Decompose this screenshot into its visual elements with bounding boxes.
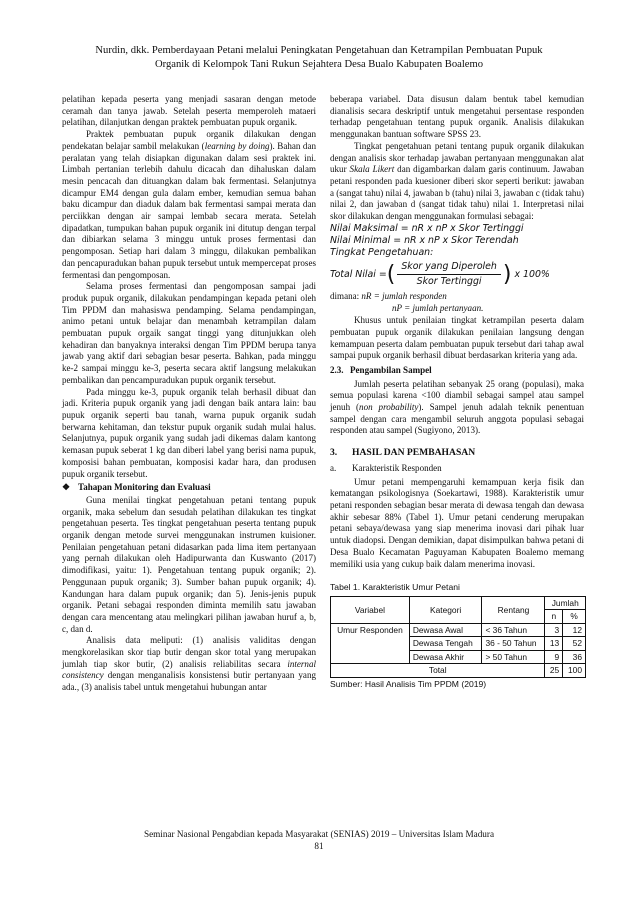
header-rentang: Rentang: [482, 596, 545, 623]
paragraph: Selama proses fermentasi dan pengomposan sampai jadi produk pupuk organik, dilakukan pendampingan kepada petani oleh Tim PPDM dan mahasiswa pendamping. Selama pendampingan, animo petani untuk belajar dan menambah ketrampilan dalam pembuatan pupuk orgaik sangat tinggi yang ditunjukkan oleh kehadiran dan banyaknya interaksi dengan Tim PPDM berupa tanya jawab yang aktif dari sebagian besar peserta. Bahkan, pada minggu ke-2 sampai minggu ke-3, peserta secara aktif langsung melakukan pembalikan dan pencampuradukan pupuk organik tersebut.: [62, 281, 316, 385]
emphasis: learning by doing: [204, 140, 270, 151]
cell-total-n: 25: [545, 664, 563, 678]
cell-kategori: Dewasa Tengah: [409, 637, 482, 651]
subsection-heading: ❖ Tahapan Monitoring dan Evaluasi: [62, 482, 211, 493]
age-table: [330, 596, 586, 678]
paragraph: Tingkat pengetahuan petani tentang pupuk organik dilakukan dengan analisis skor terhadap jawaban pertanyaan menggunakan alat ukur Skala Likert dan digambarkan dalam garis continuum. Jawaban petani responden pada kuesioner diberi skor seperti berikut: jawaban a (sangat tahu) nilai 4, jawaban b (tahu) nilai 3, jawaban c (tidak tahu) nilai 2, dan jawaban d (sangat tidak tahu) nilai 1. Interpretasi nilai skor dilakukan dengan menggunakan formulasi sebagai:: [330, 140, 584, 222]
table-caption: Tabel 1. Karakteristik Umur Petani: [330, 582, 460, 593]
header-line-2: Organik di Kelompok Tani Rukun Sejahtera Desa Bualo Kabupaten Boalemo: [154, 59, 484, 70]
cell-percent: 36: [563, 650, 586, 664]
cell-n: 3: [545, 623, 563, 637]
header-jumlah: Jumlah: [545, 596, 586, 610]
cell-n: 9: [545, 650, 563, 664]
cell-total-percent: 100: [563, 664, 586, 678]
definition: dimana: nR = jumlah responden: [330, 290, 447, 301]
diamond-bullet-icon: ❖: [62, 482, 71, 493]
subsection-heading: a. Karakteristik Responden: [330, 462, 442, 473]
cell-percent: 12: [563, 623, 586, 637]
paragraph: Pada minggu ke-3, pupuk organik telah berhasil dibuat dan jadi. Kriteria pupuk organik yang jadi dengan baik antara lain: bau pupuk organik seperti bau tanah, warna pupuk organik sudah berwarna kehitaman, dan tekstur pupuk organik sudah mulai halus. Selanjutnya, pupuk organik yang sudah jadi dikemas dalam kantong kemasan pupuk seberat 1 kg dan diberi label yang berisi nama pupuk, komposisi bahan pembuatan, komposisi kadar hara, dan produsen pupuk organik tersebut.: [62, 386, 316, 479]
paragraph: Praktek pembuatan pupuk organik dilakukan dengan pendekatan belajar sambil melakukan (learning by doing). Bahan dan peralatan yang telah disiapkan digunakan dalam sesi praktek ini. Limbah pertanian terlebih dahulu dicacah dan dihaluskan dalam mesin pencacah dan dituangkan dalam bak fermentasi. Selanjutnya dicampur EM4 dengan gula dalam ember, kemudian semua bahan baku dicampur dan diaduk dalam bak fermentasi sampai merata dan perciikkan dengan air sampai lembab secara merata. Setelah dipadatkan, tumpukan bahan pupuk organik ini ditutup dengan terpal dan dibiarkan selama 3 minggu untuk proses fermentasi dan pengomposan. Setiap hari dalam 3 minggu, dilakukan pembalikan dan pencapuradukan bahan pupuk tersebut untuk mempercepat proses fermentasi dan pengomposan.: [62, 129, 316, 280]
cell-rentang: 36 - 50 Tahun: [482, 637, 545, 651]
emphasis: non probability: [359, 402, 419, 413]
fraction: [397, 261, 501, 287]
section-heading: 2.3. Pengambilan Sampel: [330, 364, 432, 375]
left-column: [62, 94, 316, 694]
paragraph: Analisis data meliputi: (1) analisis validitas dengan mengkorelasikan skor tiap butir dengan skor total yang merupakan jumlah tiap skor butir, (2) analisis reliabilitas secara internal consistency dengan menganalisis konsistensi butir pertanyaan yang ada., (3) analisis tabel untuk mengetahui hubungan antar: [62, 635, 316, 693]
cell-kategori: Dewasa Akhir: [409, 650, 482, 664]
header-line-1: Nurdin, dkk. Pemberdayaan Petani melalui Peningkatan Pengetahuan dan Ketrampilan Pembuatan Pupuk: [95, 45, 543, 56]
formula-title: Tingkat Pengetahuan:: [330, 247, 434, 259]
paragraph: Guna menilai tingkat pengetahuan petani tentang pupuk organik, maka sebelum dan sesudah pelatihan dilakukan tes tingkat pengetahuan peserta. Tes tingkat pengetahuan peserta tentang pupuk organik dengan metode survei menggunakan instrumen kuisioner. Penilaian pengetahuan petani didasarkan pada lima item pertanyaan yang pernah dilakukan oleh Hadipurwanta dan Kuswanto (2017) dimodifikasi, yaitu: 1). Pengetahuan tentang pupuk organik; 2). Penggunaan pupuk organik; 3). Sumber bahan pupuk organik; 4). Kandungan hara dalam pupuk organik; dan 5). Jenis-jenis pupuk organik. Petani sebagai responden diminta memilih satu jawaban dengan cara mencentang atau melingkari pilihan jawaban huruf a, b, c, dan d.: [62, 494, 316, 634]
page-number: 81: [314, 841, 324, 851]
cell-rentang: < 36 Tahun: [482, 623, 545, 637]
fraction-denominator: Skor Tertinggi: [416, 276, 482, 288]
paragraph: beberapa variabel. Data disusun dalam bentuk tabel kemudian dianalisis secara deskriptif untuk mengetahui persentase responden terhadap pengetahuan tentang pupuk organik. Analisis dilakukan menggunakan bantuan software SPSS 23.: [330, 94, 584, 140]
footer-conference: Seminar Nasional Pengabdian kepada Masyarakat (SENIAS) 2019 – Universitas Islam Madura: [143, 829, 495, 839]
emphasis: Skala Likert: [349, 164, 395, 175]
right-column: [330, 94, 584, 691]
cell-kategori: Dewasa Awal: [409, 623, 482, 637]
formula-max: Nilai Maksimal = nR x nP x Skor Tertinggi: [330, 222, 524, 234]
cell-total-label: Total: [331, 664, 545, 678]
header-kategori: Kategori: [409, 596, 482, 623]
cell-n: 13: [545, 637, 563, 651]
running-header: [60, 44, 578, 72]
emphasis: internal consistency: [62, 658, 316, 681]
table-source: Sumber: Hasil Analisis Tim PPDM (2019): [330, 678, 487, 689]
table-row: [331, 623, 586, 637]
page-footer: [60, 828, 578, 852]
header-percent: %: [563, 610, 586, 624]
header-variabel: Variabel: [331, 596, 410, 623]
definition: nP = jumlah pertanyaan.: [392, 303, 484, 314]
formula-total: Total Nilai = ( $\frac{\text{Skor yang Diperoleh}}{\text{Skor Tertinggi}}$ ) x 100%: [330, 261, 550, 288]
header-n: n: [545, 610, 563, 624]
paragraph: Umur petani mempengaruhi kemampuan kerja fisik dan kematangan psikologisnya (Soekartawi, 1988). Karakteristik umur petani responden sebagian besar merata di dewasa tengah dan dewasa akhir sebesar 88% (Tabel 1). Umur petani cenderung merupakan petani sebaya/dewasa yang siap menerima inovasi dari pihak luar untuk diadopsi. Dengan demikian, dapat disimpulkan bahwa petani di Desa Bualo Kecamatan Paguyaman Kabupaten Boalemo memang memiliki usia yang cukup baik dalam menerima inovasi.: [330, 476, 584, 569]
cell-percent: 52: [563, 637, 586, 651]
paragraph: Jumlah peserta pelatihan sebanyak 25 orang (populasi), maka semua populasi karena <100 diambil sebagai sampel atau sampel jenuh (non probability). Sampel jenuh adalah teknik penentuan sampel dengan cara mengambil seluruh anggota populasi sebagai responden atau sampel (Sugiyono, 2013).: [330, 378, 584, 436]
table-total-row: [331, 664, 586, 678]
paragraph: Khusus untuk penilaian tingkat ketrampilan peserta dalam pembuatan pupuk organik dilakukan penilaian langsung dengan kemampuan peserta dalam pembuatan pupuk tersebut dari tahap awal sampai pupuk organik berhasil dibuat berdasarkan kriteria yang ada.: [330, 315, 584, 361]
formula-min: Nilai Minimal = nR x nP x Skor Terendah: [330, 234, 519, 246]
table-header-row: [331, 596, 586, 610]
cell-rentang: > 50 Tahun: [482, 650, 545, 664]
chapter-heading: 3. HASIL DAN PEMBAHASAN: [330, 447, 476, 459]
fraction-numerator: Skor yang Diperoleh: [397, 261, 501, 275]
paragraph: pelatihan kepada peserta yang menjadi sasaran dengan metode ceramah dan tanya jawab. Setelah peserta memperoleh mataeri pelatihan, dilanjutkan dengan praktek pembuatan pupuk organik.: [62, 94, 316, 128]
cell-variabel: Umur Responden: [331, 623, 410, 664]
